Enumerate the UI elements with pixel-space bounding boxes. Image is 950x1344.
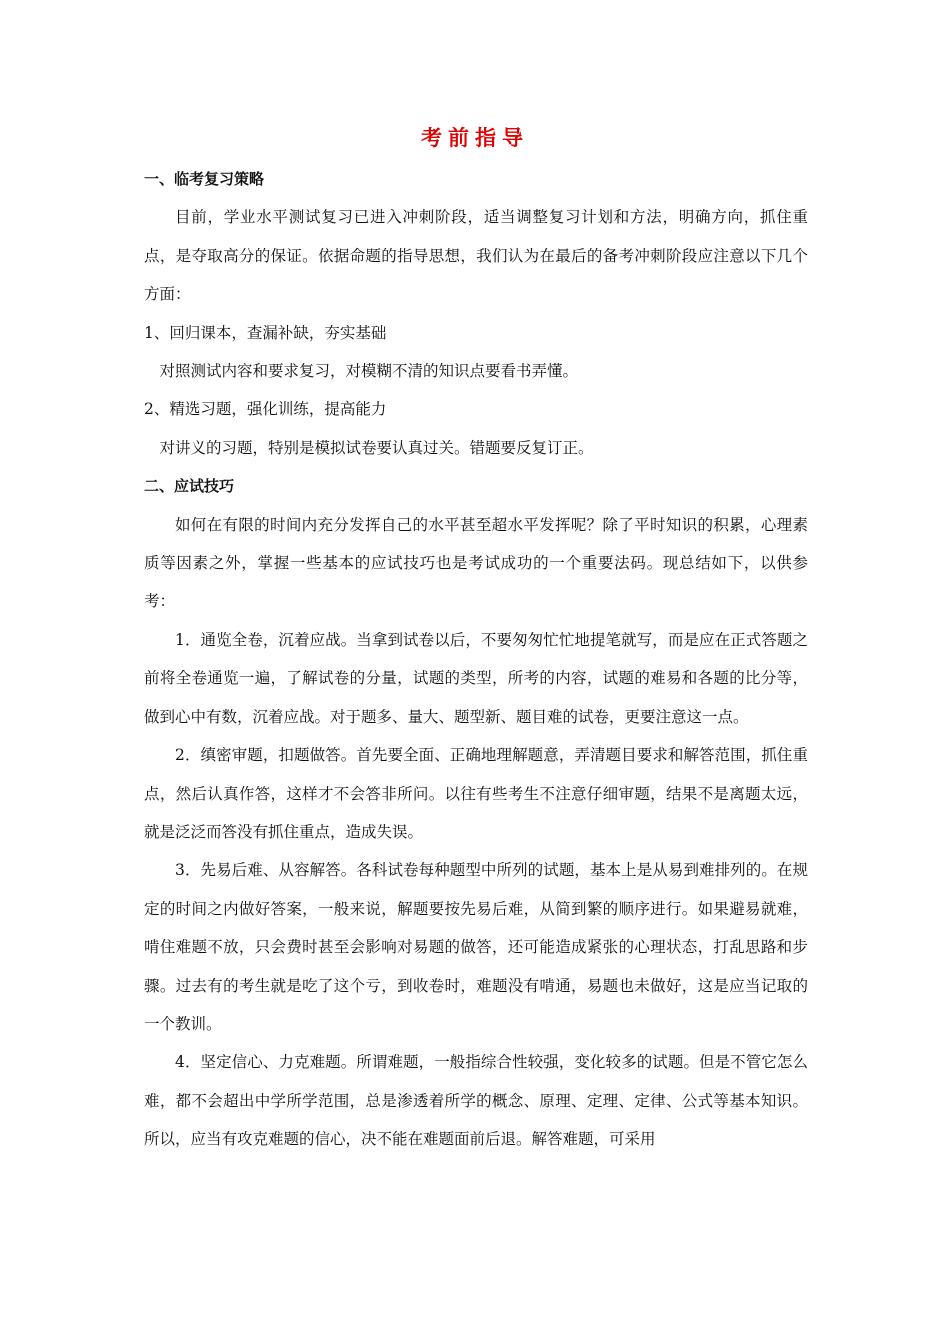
- section1-intro: 目前，学业水平测试复习已进入冲刺阶段，适当调整复习计划和方法，明确方向，抓住重点，是夺取高分的保证。依据命题的指导思想，我们认为在最后的备考冲刺阶段应注意以下几个方面：: [144, 208, 808, 304]
- document-body: [144, 160, 808, 1159]
- section-heading-1: 一、临考复习策略: [144, 170, 265, 188]
- page-title: 考前指导: [421, 126, 529, 150]
- section1-item-text: 对照测试内容和要求复习，对模糊不清的知识点要看书弄懂。: [159, 362, 579, 381]
- tip-paragraph: 2．缜密审题，扣题做答。首先要全面、正确地理解题意，弄清题目要求和解答范围，抓住重点，然后认真作答，这样才不会答非所问。以往有些考生不注意仔细审题，结果不是离题太远，就是泛泛而答没有抓住重点，造成失误。: [144, 746, 808, 841]
- section-heading-2: 二、应试技巧: [144, 477, 235, 496]
- tip-paragraph: 1．通览全卷，沉着应战。当拿到试卷以后，不要匆匆忙忙地提笔就写，而是应在正式答题之前将全卷通览一遍，了解试卷的分量，试题的类型，所考的内容，试题的难易和各题的比分等，做到心中有数，沉着应战。对于题多、量大、题型新、题目难的试卷，更要注意这一点。: [144, 630, 808, 726]
- section1-item-title: 2、精选习题，强化训练，提高能力: [144, 400, 387, 419]
- section1-item-text: 对讲义的习题，特别是模拟试卷要认真过关。错题要反复订正。: [159, 438, 594, 457]
- tip-paragraph: 4．坚定信心、力克难题。所谓难题，一般指综合性较强，变化较多的试题。但是不管它怎么难，都不会超出中学所学范围，总是渗透着所学的概念、原理、定理、定律、公式等基本知识。所以，应当有攻克难题的信心，决不能在难题面前后退。解答难题，可采用: [144, 1053, 808, 1149]
- tip-paragraph: 3．先易后难、从容解答。各科试卷每种题型中所列的试题，基本上是从易到难排列的。在规定的时间之内做好答案，一般来说，解题要按先易后难，从简到繁的顺序进行。如果避易就难，啃住难题不放，只会费时甚至会影响对易题的做答，还可能造成紧张的心理状态，打乱思路和步骤。过去有的考生就是吃了这个亏，到收卷时，难题没有啃通，易题也未做好，这是应当记取的一个教训。: [144, 861, 808, 1033]
- section1-item-title: 1、回归课本，查漏补缺，夯实基础: [144, 323, 387, 342]
- section2-intro: 如何在有限的时间内充分发挥自己的水平甚至超水平发挥呢？除了平时知识的积累，心理素质等因素之外，掌握一些基本的应试技巧也是考试成功的一个重要法码。现总结如下，以供参考：: [144, 515, 808, 611]
